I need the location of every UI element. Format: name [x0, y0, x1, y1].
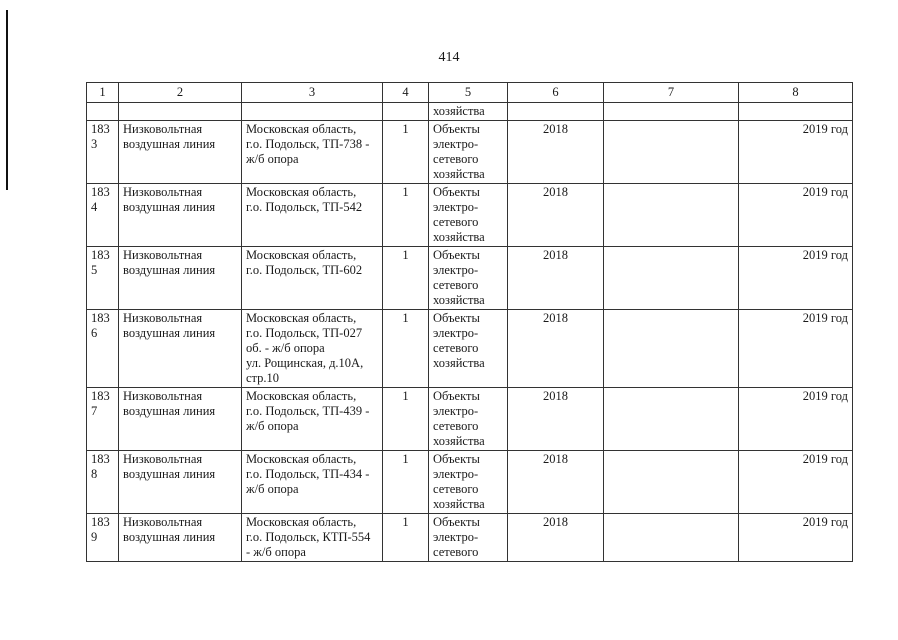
cell-line: воздушная линия — [123, 137, 216, 151]
cell-line: Объекты — [433, 311, 480, 325]
cell-year: 2018 — [508, 388, 604, 451]
cell-year: 2018 — [508, 451, 604, 514]
cell-line: ж/б опора — [246, 419, 299, 433]
header-col-3: 3 — [242, 83, 383, 103]
header-col-2: 2 — [119, 83, 242, 103]
cell-qty: 1 — [383, 184, 429, 247]
cell-year: 2018 — [508, 247, 604, 310]
cell-line: Низковольтная — [123, 185, 203, 199]
cell-year: 2018 — [508, 514, 604, 562]
cell-due: 2019 год — [739, 247, 853, 310]
cell-line: г.о. Подольск, ТП-439 - — [246, 404, 370, 418]
cell-num: 1838 — [87, 451, 119, 514]
cell-line: г.о. Подольск, ТП-602 — [246, 263, 363, 277]
cell-line: г.о. Подольск, ТП-434 - — [246, 467, 370, 481]
cell-line: об. - ж/б опора — [246, 341, 325, 355]
cell-type — [429, 451, 508, 514]
cell-num: 1836 — [87, 310, 119, 388]
cell-col7 — [604, 121, 739, 184]
header-col-5: 5 — [429, 83, 508, 103]
cell-line: воздушная линия — [123, 200, 216, 214]
cell-address — [242, 247, 383, 310]
cell-line: стр.10 — [246, 371, 280, 385]
cell-col7 — [604, 310, 739, 388]
cell-due: 2019 год — [739, 451, 853, 514]
cell-line: хозяйства — [433, 434, 485, 448]
cell-qty: 1 — [383, 121, 429, 184]
cell-num: 1837 — [87, 388, 119, 451]
cell-qty: 1 — [383, 514, 429, 562]
cell-address — [242, 121, 383, 184]
cell-line: воздушная линия — [123, 404, 216, 418]
page-number: 414 — [438, 50, 460, 65]
cell-col7 — [604, 184, 739, 247]
cell-line: электро- — [433, 263, 479, 277]
cell-address — [242, 310, 383, 388]
cell-line: воздушная линия — [123, 263, 216, 277]
cell-num — [87, 103, 119, 121]
cell-line: хозяйства — [433, 293, 485, 307]
cell-line: сетевого — [433, 215, 479, 229]
cell-due — [739, 103, 853, 121]
cell-address — [242, 184, 383, 247]
cell-name — [119, 247, 242, 310]
cell-num: 1835 — [87, 247, 119, 310]
cell-line: хозяйства — [433, 230, 485, 244]
cell-line: сетевого — [433, 341, 479, 355]
cell-name — [119, 388, 242, 451]
cell-address — [242, 514, 383, 562]
cell-line: Низковольтная — [123, 389, 203, 403]
cell-line: Объекты — [433, 122, 480, 136]
cell-name — [119, 451, 242, 514]
cell-line: Низковольтная — [123, 311, 203, 325]
cell-address — [242, 451, 383, 514]
cell-qty: 1 — [383, 310, 429, 388]
cell-col7 — [604, 103, 739, 121]
cell-type — [429, 514, 508, 562]
cell-num: 1833 — [87, 121, 119, 184]
cell-line: Московская область, — [246, 122, 357, 136]
cell-due: 2019 год — [739, 184, 853, 247]
cell-line: сетевого — [433, 482, 479, 496]
cell-qty: 1 — [383, 388, 429, 451]
cell-line: электро- — [433, 530, 479, 544]
cell-type — [429, 121, 508, 184]
cell-line: электро- — [433, 326, 479, 340]
cell-year: 2018 — [508, 310, 604, 388]
cell-line: Низковольтная — [123, 248, 203, 262]
cell-line: Московская область, — [246, 389, 357, 403]
cell-num: 1839 — [87, 514, 119, 562]
cell-line: ул. Рощинская, д.10А, — [246, 356, 364, 370]
cell-due: 2019 год — [739, 514, 853, 562]
cell-line: Московская область, — [246, 185, 357, 199]
cell-col7 — [604, 388, 739, 451]
cell-line: хозяйства — [433, 356, 485, 370]
header-col-1: 1 — [87, 83, 119, 103]
cell-name — [119, 121, 242, 184]
cell-line: Низковольтная — [123, 452, 203, 466]
cell-line: сетевого — [433, 152, 479, 166]
cell-line: Московская область, — [246, 515, 357, 529]
table-row — [87, 310, 853, 388]
cell-col7 — [604, 514, 739, 562]
cell-col7 — [604, 451, 739, 514]
cell-line: ж/б опора — [246, 152, 299, 166]
table-row — [87, 184, 853, 247]
cell-line: Московская область, — [246, 311, 357, 325]
cell-line: воздушная линия — [123, 326, 216, 340]
table-row — [87, 121, 853, 184]
cell-type — [429, 310, 508, 388]
header-col-4: 4 — [383, 83, 429, 103]
table-row — [87, 514, 853, 562]
cell-due: 2019 год — [739, 310, 853, 388]
cell-line: воздушная линия — [123, 530, 216, 544]
cell-line: Московская область, — [246, 452, 357, 466]
cell-line: г.о. Подольск, КТП-554 — [246, 530, 371, 544]
cell-line: Низковольтная — [123, 515, 203, 529]
cell-line: Объекты — [433, 185, 480, 199]
cell-type — [429, 388, 508, 451]
cell-line: Объекты — [433, 248, 480, 262]
cell-line: сетевого — [433, 419, 479, 433]
cell-name — [119, 310, 242, 388]
cell-line: г.о. Подольск, ТП-027 — [246, 326, 363, 340]
cell-line: воздушная линия — [123, 467, 216, 481]
cell-line: Объекты — [433, 452, 480, 466]
cell-name — [119, 514, 242, 562]
cell-line: хозяйства — [433, 497, 485, 511]
cell-year: 2018 — [508, 121, 604, 184]
cell-line: - ж/б опора — [246, 545, 306, 559]
cell-year — [508, 103, 604, 121]
cell-line: Московская область, — [246, 248, 357, 262]
cell-line: Низковольтная — [123, 122, 203, 136]
cell-line: Объекты — [433, 389, 480, 403]
cell-col7 — [604, 247, 739, 310]
cell-type — [429, 247, 508, 310]
header-col-7: 7 — [604, 83, 739, 103]
cell-qty: 1 — [383, 451, 429, 514]
header-col-6: 6 — [508, 83, 604, 103]
cell-line: хозяйства — [433, 167, 485, 181]
cell-name — [119, 103, 242, 121]
cell-qty — [383, 103, 429, 121]
cell-due: 2019 год — [739, 121, 853, 184]
cell-num: 1834 — [87, 184, 119, 247]
cell-address — [242, 103, 383, 121]
cell-name — [119, 184, 242, 247]
continuation-row — [87, 103, 853, 121]
cell-line: сетевого — [433, 545, 479, 559]
register-table — [86, 82, 853, 562]
cell-line: электро- — [433, 200, 479, 214]
cell-qty: 1 — [383, 247, 429, 310]
header-row — [87, 83, 853, 103]
cell-type — [429, 184, 508, 247]
cell-year: 2018 — [508, 184, 604, 247]
cell-line: электро- — [433, 467, 479, 481]
cell-line: г.о. Подольск, ТП-738 - — [246, 137, 370, 151]
table-row — [87, 247, 853, 310]
cell-due: 2019 год — [739, 388, 853, 451]
table-row — [87, 388, 853, 451]
header-col-8: 8 — [739, 83, 853, 103]
cell-line: электро- — [433, 404, 479, 418]
cell-line: сетевого — [433, 278, 479, 292]
cell-type: хозяйства — [429, 103, 508, 121]
cell-line: г.о. Подольск, ТП-542 — [246, 200, 363, 214]
cell-address — [242, 388, 383, 451]
table-row — [87, 451, 853, 514]
cell-line: электро- — [433, 137, 479, 151]
cell-line: Объекты — [433, 515, 480, 529]
scan-edge-mark — [6, 10, 8, 190]
cell-line: ж/б опора — [246, 482, 299, 496]
